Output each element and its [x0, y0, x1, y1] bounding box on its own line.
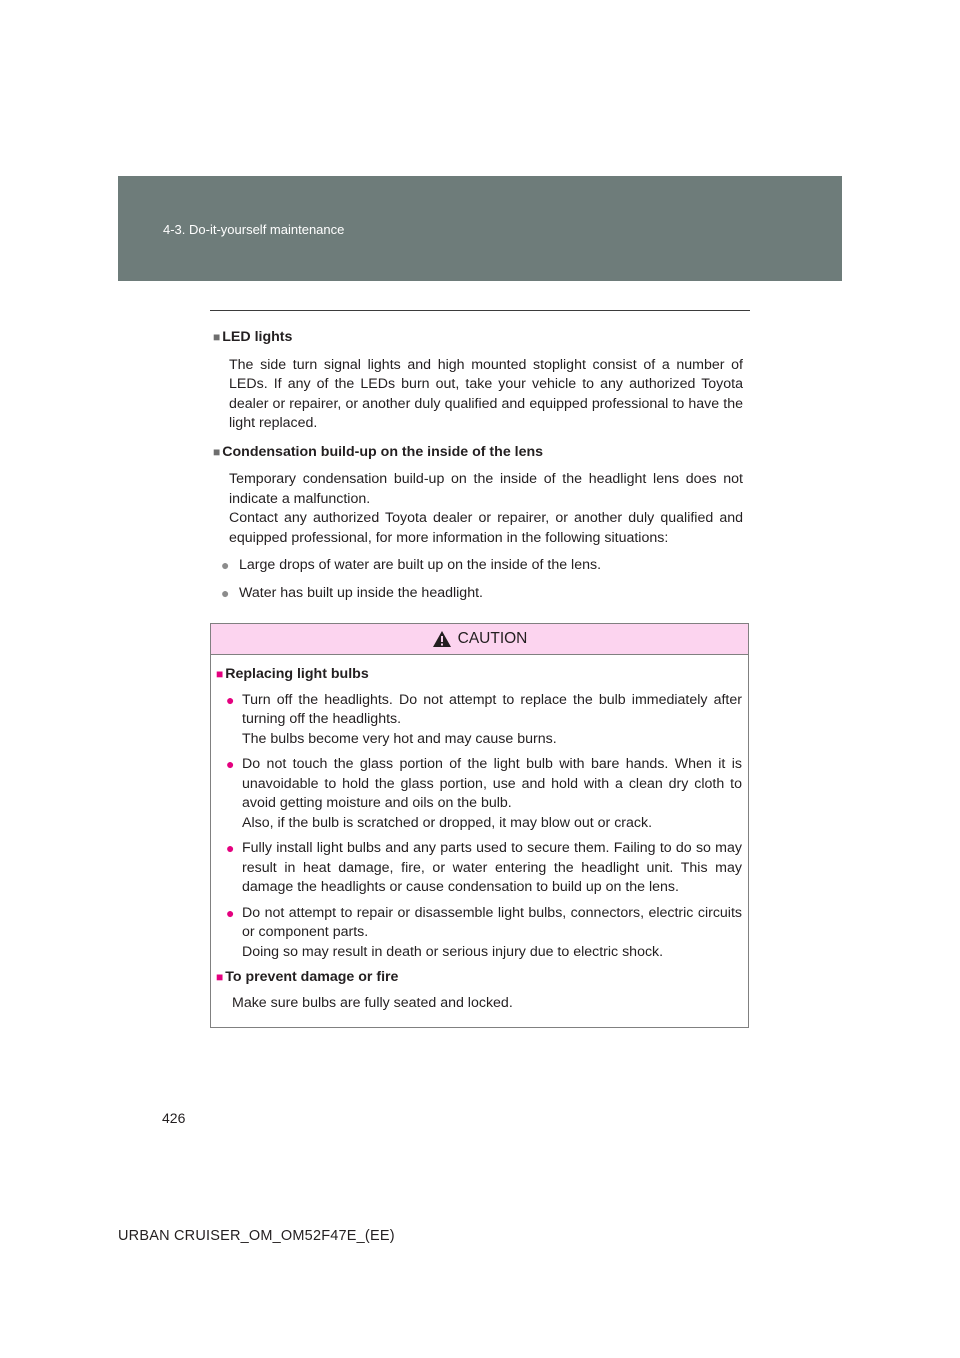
round-bullet-icon: ●	[226, 691, 235, 708]
square-bullet-icon: ■	[213, 330, 221, 344]
caution-item: ● Do not attempt to repair or disassemble light bulbs, connectors, electric circuits or component parts. Doing so may result in death or serious injury due to electric shock.	[226, 904, 742, 963]
condensation-paragraph: Temporary condensation build-up on the inside of the headlight lens does not indicate a malfunction. Contact any authorized Toyota dealer or repairer, or another duly qualified and equipped professional, for more information in the following situations:	[229, 471, 743, 546]
led-heading: ■ LED lights	[213, 329, 293, 345]
warning-triangle-icon	[432, 630, 452, 648]
section-title: 4-3. Do-it-yourself maintenance	[163, 222, 345, 237]
round-bullet-icon: ●	[226, 756, 235, 772]
caution-box	[210, 623, 749, 1028]
round-bullet-icon: ●	[226, 904, 235, 921]
divider	[210, 310, 750, 311]
round-bullet-icon: ●	[226, 840, 235, 856]
caution-item: ● Turn off the headlights. Do not attempt to replace the bulb immediately after turning off the headlights. The bulbs become very hot and may cause burns.	[226, 691, 742, 750]
square-bullet-icon: ■	[216, 667, 224, 681]
caution-paragraph: Make sure bulbs are fully seated and locked.	[232, 994, 513, 1011]
list-item: ● Large drops of water are built up on the inside of the lens.	[221, 556, 743, 576]
caution-header	[211, 624, 748, 655]
page-number: 426	[162, 1110, 186, 1126]
condensation-heading: ■ Condensation build-up on the inside of the lens	[213, 443, 544, 460]
caution-body	[211, 655, 748, 1013]
document-code: URBAN CRUISER_OM_OM52F47E_(EE)	[118, 1228, 395, 1244]
caution-heading: ■ Replacing light bulbs	[216, 666, 369, 682]
square-bullet-icon: ■	[216, 970, 224, 984]
caution-item: ● Fully install light bulbs and any parts used to secure them. Failing to do so may result in heat damage, fire, or water entering the headlight unit. This may damage the headlights or cause condensation to build up on the lens.	[226, 839, 742, 898]
led-paragraph: The side turn signal lights and high mounted stoplight consist of a number of LEDs. If any of the LEDs burn out, take your vehicle to any authorized Toyota dealer or repairer, or another duly qualified and equipped professional to have the light replaced.	[229, 356, 743, 431]
square-bullet-icon: ■	[213, 444, 221, 459]
round-bullet-icon: ●	[221, 557, 230, 573]
list-item: ● Water has built up inside the headlight.	[221, 584, 743, 604]
main-content	[213, 328, 743, 603]
round-bullet-icon: ●	[221, 584, 230, 601]
caution-item: ● Do not touch the glass portion of the light bulb with bare hands. When it is unavoidable to hold the glass portion, use and hold with a clean dry cloth to avoid getting moisture and oils on the bulb. Also, if the bulb is scratched or dropped, it may blow out or crack.	[226, 755, 742, 833]
caution-heading: ■ To prevent damage or fire	[216, 969, 399, 985]
caution-title: CAUTION	[457, 630, 528, 647]
